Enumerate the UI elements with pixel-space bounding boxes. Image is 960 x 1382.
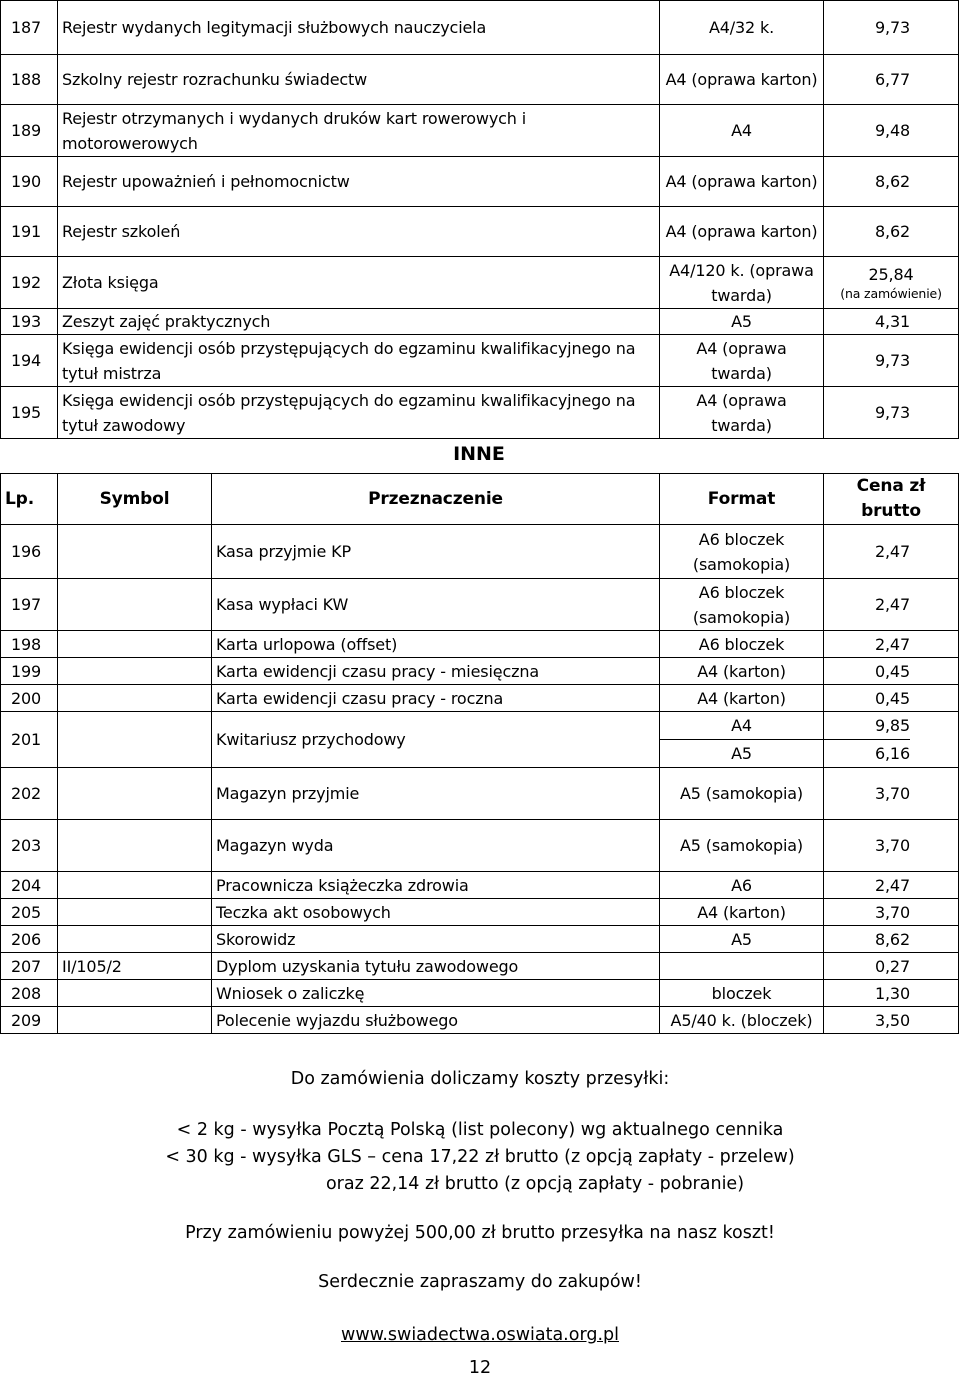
name-cell: Księga ewidencji osób przystępujących do egzaminu kwalifikacyjnego na tytuł zawodowy [58,387,660,439]
table-row [1,1,959,55]
price-cell: 0,45 [824,685,959,712]
lp-cell: 187 [1,1,58,55]
symbol-cell [58,1007,212,1034]
name-cell: Wniosek o zaliczkę [212,980,660,1007]
header-name: Przeznaczenie [212,474,660,525]
lp-cell: 206 [1,926,58,953]
price-cell: 9,73 [824,1,959,55]
price-note: (na zamówienie) [840,286,942,301]
format-cell: A4 (oprawa karton) [660,55,824,105]
name-cell: Szkolny rejestr rozrachunku świadectw [58,55,660,105]
shipping-line-2: < 30 kg - wysyłka GLS – cena 17,22 zł brutto (z opcją zapłaty - przelew) [165,1147,795,1167]
table-row [1,105,959,157]
format-cell: A4 (oprawa karton) [660,157,824,207]
price-cell: 6,77 [824,55,959,105]
symbol-cell [58,658,212,685]
lp-cell: 197 [1,579,58,631]
format-cell: A6 bloczek (samokopia) [660,579,824,631]
table-row [1,768,959,820]
header-price: Cena zł brutto [824,474,959,525]
name-cell: Magazyn przyjmie [212,768,660,820]
lp-cell: 193 [1,309,58,335]
footer [0,1066,960,1382]
products-table-inne [0,473,959,1034]
name-cell: Rejestr szkoleń [58,207,660,257]
format-cell: A4/120 k. (oprawa twarda) [660,257,824,309]
price-cell: 2,47 [824,579,959,631]
format-cell: A4 (karton) [660,899,824,926]
header-format: Format [660,474,824,525]
lp-cell: 195 [1,387,58,439]
lp-cell: 202 [1,768,58,820]
table-row [1,387,959,439]
invite-text: Serdecznie zapraszamy do zakupów! [318,1272,642,1292]
lp-cell: 203 [1,820,58,872]
symbol-cell [58,820,212,872]
name-cell: Magazyn wyda [212,820,660,872]
name-cell: Karta urlopowa (offset) [212,631,660,658]
format-cell: A6 bloczek [660,631,824,658]
section-title: INNE [453,443,505,465]
format-cell: A5/40 k. (bloczek) [660,1007,824,1034]
table-row [1,335,959,387]
table-row [1,55,959,105]
price-cell: 9,48 [824,105,959,157]
table-row [1,980,959,1007]
format-cell: A4 (karton) [660,658,824,685]
promo-text: Przy zamówieniu powyżej 500,00 zł brutto przesyłka na nasz koszt! [185,1223,775,1243]
lp-cell: 209 [1,1007,58,1034]
name-cell: Pracownicza książeczka zdrowia [212,872,660,899]
name-cell: Polecenie wyjazdu służbowego [212,1007,660,1034]
price-cell: 2,47 [824,525,959,579]
table-row [1,953,959,980]
lp-cell: 204 [1,872,58,899]
format-cell: A4 (oprawa twarda) [660,335,824,387]
symbol-cell [58,685,212,712]
price-cell: 4,31 [824,309,959,335]
format-cell: A4/32 k. [660,1,824,55]
price-cell [824,257,959,309]
name-cell: Karta ewidencji czasu pracy - roczna [212,685,660,712]
symbol-cell [58,980,212,1007]
price-cell: 3,50 [824,1007,959,1034]
price-cell: 8,62 [824,926,959,953]
price-cell: 3,70 [824,820,959,872]
name-cell: Kasa przyjmie KP [212,525,660,579]
price-a: 9,85 [874,716,910,735]
lp-cell: 189 [1,105,58,157]
price-cell: 8,62 [824,207,959,257]
symbol-cell [58,631,212,658]
table-row [1,658,959,685]
name-cell: Dyplom uzyskania tytułu zawodowego [212,953,660,980]
page-number: 12 [468,1358,492,1378]
symbol-cell [58,872,212,899]
name-cell: Kwitariusz przychodowy [212,712,660,768]
name-cell: Złota księga [58,257,660,309]
lp-cell: 199 [1,658,58,685]
table-row [1,579,959,631]
symbol-cell [58,579,212,631]
format-cell [660,712,824,768]
table-row [1,257,959,309]
name-cell: Rejestr upoważnień i pełnomocnictw [58,157,660,207]
table-row [1,207,959,257]
lp-cell: 192 [1,257,58,309]
format-cell: A5 [660,926,824,953]
lp-cell: 200 [1,685,58,712]
name-cell: Rejestr otrzymanych i wydanych druków kart rowerowych i motorowerowych [58,105,660,157]
shipping-line-3: oraz 22,14 zł brutto (z opcją zapłaty - pobranie) [325,1174,745,1194]
table-row [1,899,959,926]
price-value: 25,84 [868,265,914,284]
table-row [1,872,959,899]
shipping-intro: Do zamówienia doliczamy koszty przesyłki: [290,1069,670,1089]
table-row [1,820,959,872]
price-cell: 3,70 [824,768,959,820]
price-cell: 9,73 [824,387,959,439]
name-cell: Karta ewidencji czasu pracy - miesięczna [212,658,660,685]
symbol-cell [58,768,212,820]
symbol-cell [58,525,212,579]
symbol-cell: II/105/2 [58,953,212,980]
table-row [1,157,959,207]
table-row [1,1007,959,1034]
lp-cell: 207 [1,953,58,980]
table-row [1,631,959,658]
format-a: A4 [731,716,752,735]
lp-cell: 188 [1,55,58,105]
name-cell: Księga ewidencji osób przystępujących do egzaminu kwalifikacyjnego na tytuł mistrza [58,335,660,387]
price-cell: 1,30 [824,980,959,1007]
header-symbol: Symbol [58,474,212,525]
format-cell: A6 [660,872,824,899]
format-cell: bloczek [660,980,824,1007]
table-row [1,926,959,953]
price-cell [824,712,959,768]
name-cell: Rejestr wydanych legitymacji służbowych nauczyciela [58,1,660,55]
price-cell: 8,62 [824,157,959,207]
name-cell: Kasa wypłaci KW [212,579,660,631]
lp-cell: 194 [1,335,58,387]
products-table-top [0,0,959,439]
price-cell: 0,45 [824,658,959,685]
header-lp: Lp. [1,474,58,525]
price-cell: 2,47 [824,631,959,658]
lp-cell: 208 [1,980,58,1007]
table-row [1,685,959,712]
table-header-row [1,474,959,525]
format-cell: A4 [660,105,824,157]
price-cell: 9,73 [824,335,959,387]
price-cell: 0,27 [824,953,959,980]
symbol-cell [58,712,212,768]
website-link[interactable]: www.swiadectwa.oswiata.org.pl [341,1325,619,1345]
format-cell: A5 (samokopia) [660,820,824,872]
lp-cell: 201 [1,712,58,768]
name-cell: Zeszyt zajęć praktycznych [58,309,660,335]
name-cell: Teczka akt osobowych [212,899,660,926]
lp-cell: 191 [1,207,58,257]
format-b: A5 [660,739,823,767]
lp-cell: 198 [1,631,58,658]
format-cell [660,953,824,980]
format-cell: A5 (samokopia) [660,768,824,820]
table-row [1,525,959,579]
price-cell: 3,70 [824,899,959,926]
table-row [1,712,959,768]
price-b: 6,16 [824,739,910,767]
format-cell: A6 bloczek (samokopia) [660,525,824,579]
lp-cell: 196 [1,525,58,579]
lp-cell: 190 [1,157,58,207]
symbol-cell [58,899,212,926]
format-cell: A5 [660,309,824,335]
shipping-line-1: < 2 kg - wysyłka Pocztą Polską (list polecony) wg aktualnego cennika [176,1120,784,1140]
format-cell: A4 (oprawa twarda) [660,387,824,439]
name-cell: Skorowidz [212,926,660,953]
lp-cell: 205 [1,899,58,926]
format-cell: A4 (oprawa karton) [660,207,824,257]
table-row [1,309,959,335]
symbol-cell [58,926,212,953]
price-cell: 2,47 [824,872,959,899]
format-cell: A4 (karton) [660,685,824,712]
